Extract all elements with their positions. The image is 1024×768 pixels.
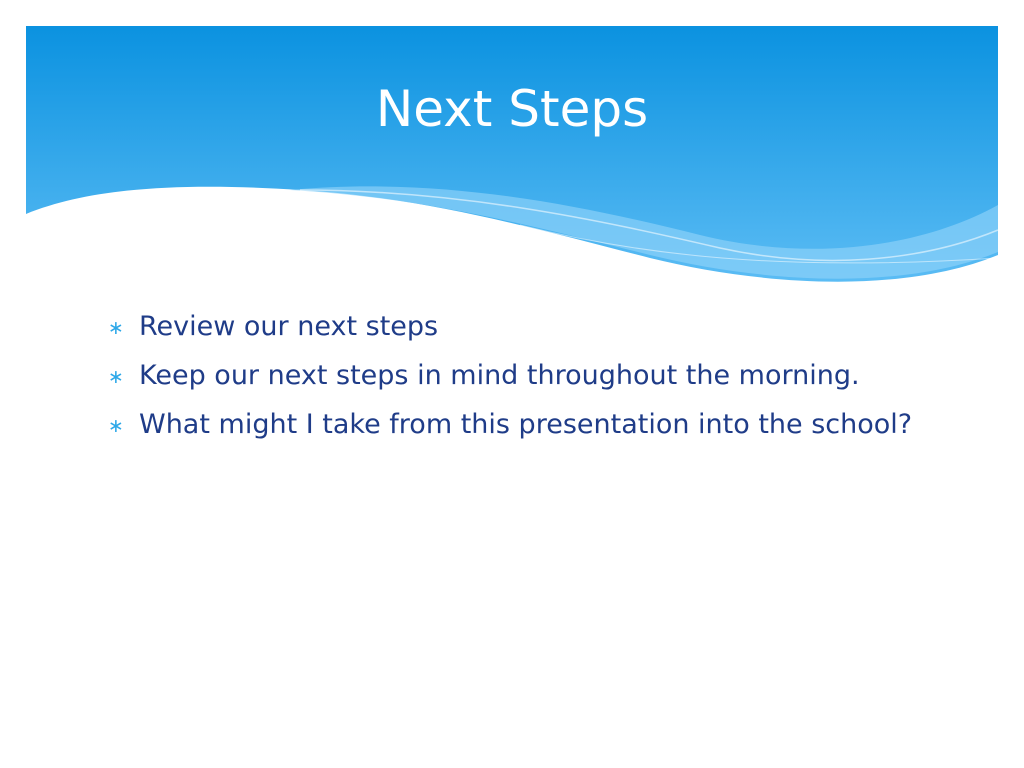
header-wave-background	[0, 0, 1024, 300]
bullet-list	[108, 306, 928, 453]
bullet-text: Keep our next steps in mind throughout the morning.	[139, 360, 860, 391]
asterisk-bullet-icon: ∗	[108, 317, 124, 339]
bullet-item	[108, 355, 928, 397]
bullet-text: What might I take from this presentation into the school?	[139, 409, 913, 440]
header-band	[26, 26, 998, 282]
asterisk-bullet-icon: ∗	[108, 415, 124, 437]
slide-title: Next Steps	[375, 80, 649, 138]
bullet-item	[108, 404, 928, 446]
asterisk-bullet-icon: ∗	[108, 366, 124, 388]
bullet-text: Review our next steps	[139, 311, 439, 342]
bullet-item	[108, 306, 928, 348]
